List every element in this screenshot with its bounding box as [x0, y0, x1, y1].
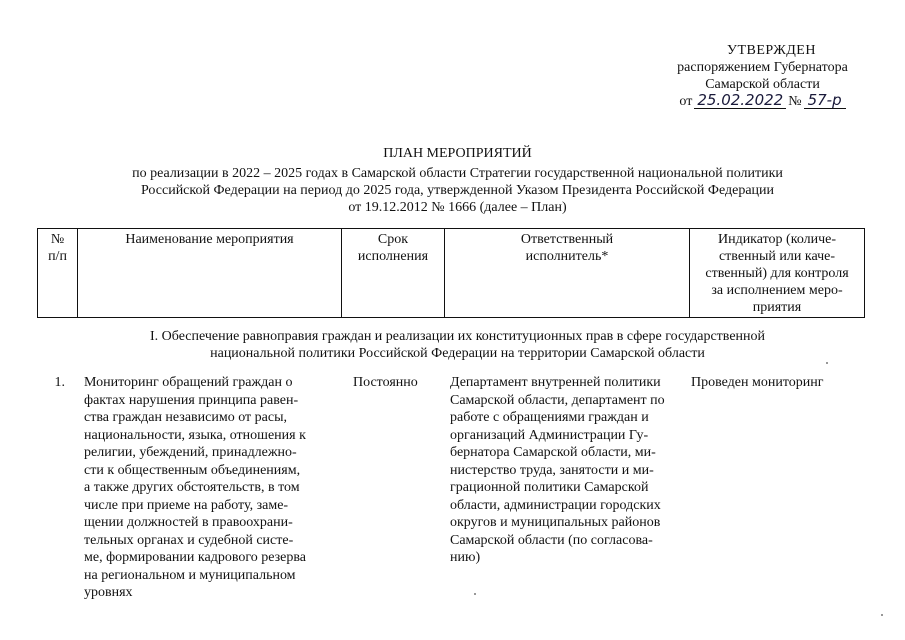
header-term-line: Срок — [377, 232, 409, 247]
header-term-line: исполнения — [357, 249, 429, 264]
header-num — [38, 229, 78, 317]
approval-sign-line — [660, 93, 865, 110]
header-indicator-line: ственный) для контроля — [705, 266, 849, 281]
approval-title: УТВЕРЖДЕН — [727, 43, 816, 58]
row-responsible-line: Департамент внутренней политики — [450, 375, 661, 390]
row-name-line: уровнях — [84, 585, 133, 600]
row-name-line: тельных органах и судебной систе- — [84, 532, 294, 548]
row-name — [84, 374, 324, 602]
header-name — [78, 229, 342, 317]
row-responsible-line: Самарской области (по согласова- — [450, 532, 653, 548]
row-responsible-line: работе с обращениями граждан и — [450, 410, 649, 425]
approval-line-2: Самарской области — [705, 77, 820, 92]
row-responsible-line: нию) — [450, 550, 481, 565]
row-name-line: числе при приеме на работу, заме- — [84, 497, 289, 513]
header-indicator — [690, 229, 864, 317]
section-title-line-2: национальной политики Российской Федерации на территории Самарской области — [210, 346, 705, 361]
section-title — [60, 328, 855, 362]
approval-line-1: распоряжением Губернатора — [677, 60, 848, 75]
header-indicator-line: ственный или каче- — [718, 249, 836, 264]
handwritten-date: 25.02.2022 — [694, 93, 786, 109]
scan-speck — [881, 614, 883, 616]
row-responsible-line: грационной политики Самарской — [450, 480, 649, 495]
row-name-line: фактах нарушения принципа равен- — [84, 392, 299, 408]
row-name-line: ме, формировании кадрового резерва — [84, 550, 307, 565]
row-name-line: религии, убеждений, принадлежно- — [84, 445, 297, 460]
row-name-line: национальности, языка, отношения к — [84, 427, 306, 443]
document-subtitle-line-1: по реализации в 2022 – 2025 годах в Самарской области Стратегии государственной национальной политики — [132, 166, 783, 181]
table-header — [37, 228, 865, 318]
row-responsible — [444, 374, 689, 602]
row-name-line: сти к общественным объединениям, — [84, 462, 301, 478]
approval-stamp — [660, 42, 865, 110]
row-responsible-line: округов и муниципальных районов — [450, 515, 661, 530]
row-term: Постоянно — [353, 375, 418, 390]
row-name-line: Мониторинг обращений граждан о — [84, 375, 293, 390]
row-name-line: щении должностей в правоохрани- — [84, 515, 293, 530]
row-indicator: Проведен мониторинг — [691, 375, 824, 390]
header-indicator-line: за исполнением меро- — [711, 283, 843, 298]
header-indicator-line: Индикатор (количе- — [717, 232, 837, 247]
row-name-line: а также других обстоятельств, в том — [84, 480, 300, 495]
table-row — [37, 374, 865, 602]
handwritten-number: 57-р — [804, 93, 846, 109]
document-subtitle-line-3: от 19.12.2012 № 1666 (далее – План) — [348, 200, 567, 215]
row-responsible-line: бернатора Самарской области, ми- — [450, 445, 656, 460]
row-responsible-line: области, администрации городских — [450, 497, 661, 513]
scan-speck — [826, 362, 828, 364]
row-responsible-line: нистерство труда, занятости и ми- — [450, 462, 654, 478]
header-term — [342, 229, 445, 317]
header-num-line: № — [50, 232, 65, 247]
header-responsible — [445, 229, 690, 317]
document-subtitle-line-2: Российской Федерации на период до 2025 года, утвержденной Указом Президента Российской Федерации — [140, 183, 775, 198]
section-title-line-1: I. Обеспечение равноправия граждан и реализации их конституционных прав в сфере государственной — [149, 329, 766, 344]
row-name-line: ства граждан независимо от расы, — [84, 410, 287, 425]
header-responsible-line: исполнитель* — [525, 249, 609, 264]
row-number: 1. — [54, 375, 65, 390]
from-label: от — [679, 94, 693, 109]
scan-speck — [474, 593, 476, 595]
header-responsible-line: Ответственный — [520, 232, 614, 247]
header-num-line: п/п — [48, 249, 67, 264]
header-indicator-line: приятия — [752, 300, 802, 315]
document-heading — [60, 145, 855, 216]
row-responsible-line: организаций Администрации Гу- — [450, 427, 649, 443]
document-title: ПЛАН МЕРОПРИЯТИЙ — [383, 146, 532, 161]
row-responsible-line: Самарской области, департамент по — [450, 392, 665, 408]
number-label: № — [788, 94, 802, 109]
row-name-line: на региональном и муниципальном — [84, 567, 296, 583]
header-name-line: Наименование мероприятия — [125, 232, 294, 247]
